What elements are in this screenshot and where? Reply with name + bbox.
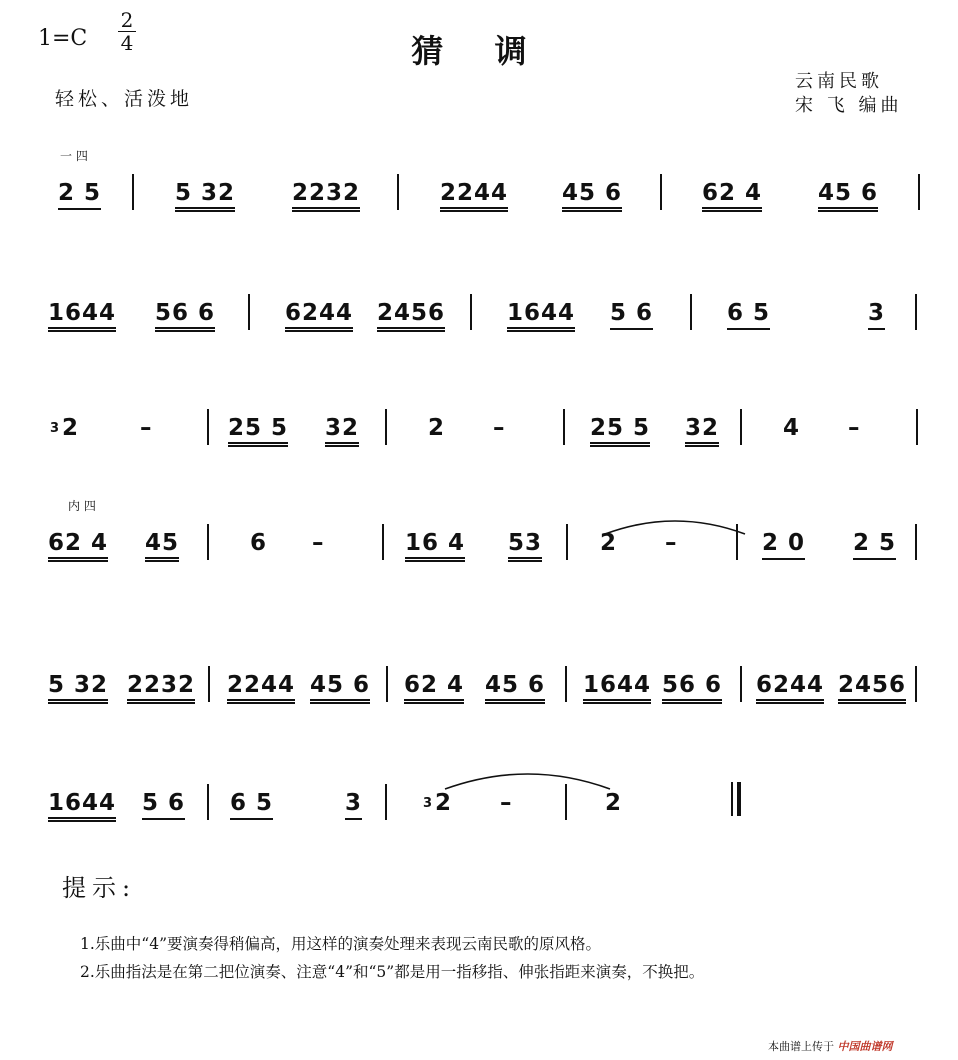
score-token: 1644	[583, 672, 651, 704]
score-token: 45	[145, 530, 179, 562]
score-token: –	[500, 790, 513, 816]
score-token: 2	[62, 415, 80, 441]
score-row-4	[0, 500, 958, 570]
score-token: 45 6	[310, 672, 370, 704]
score-token: 45 6	[485, 672, 545, 704]
score-token: 2 5	[58, 180, 101, 210]
score-row-3	[0, 385, 958, 455]
barline	[566, 524, 568, 560]
barline	[386, 666, 388, 702]
score-token: 25 5	[590, 415, 650, 447]
barline	[563, 409, 565, 445]
time-signature-bottom: 4	[120, 31, 134, 55]
score-token: 1644	[507, 300, 575, 332]
tie-arc	[440, 765, 615, 795]
score-token: –	[140, 415, 153, 441]
page-title: 猜 调	[411, 32, 547, 70]
score-token: 45 6	[562, 180, 622, 212]
fingering-mark: 内 四	[68, 499, 96, 513]
footer-watermark	[768, 1038, 893, 1054]
score-token: –	[848, 415, 861, 441]
barline	[690, 294, 692, 330]
score-token: 2	[435, 790, 453, 816]
origin-label: 云南民歌	[795, 71, 883, 92]
fingering-mark: 一 四	[60, 149, 88, 163]
score-token: 3	[868, 300, 885, 330]
barline	[915, 524, 917, 560]
tie-arc	[600, 512, 750, 542]
hint-note: 2.乐曲指法是在第二把位演奏、注意“4”和“5”都是用一指移指、伸张指距来演奏，不换把。	[80, 963, 705, 981]
score-token: –	[665, 530, 678, 556]
footer-text: 本曲谱上传于	[768, 1040, 834, 1053]
score-token: 16 4	[405, 530, 465, 562]
grace-note: 3	[50, 421, 60, 436]
score-token: 1644	[48, 790, 116, 822]
score-token: 2	[605, 790, 623, 816]
tempo-marking: 轻松、活泼地	[55, 88, 194, 110]
score-token: 6 5	[727, 300, 770, 330]
score-token: 32	[325, 415, 359, 447]
score-row-1	[0, 150, 958, 220]
barline	[382, 524, 384, 560]
barline	[740, 666, 742, 702]
hints-heading: 提示:	[62, 874, 137, 902]
score-token: 5 32	[175, 180, 235, 212]
score-token: 62 4	[48, 530, 108, 562]
score-token: 2	[428, 415, 446, 441]
score-token: 62 4	[702, 180, 762, 212]
barline	[207, 784, 209, 820]
score-token: 45 6	[818, 180, 878, 212]
barline	[470, 294, 472, 330]
score-token: 6	[250, 530, 268, 556]
key-signature: 1=C	[38, 26, 88, 51]
score-token: 2244	[440, 180, 508, 212]
time-signature-top: 2	[120, 8, 134, 32]
score-token: 4	[783, 415, 801, 441]
grace-note: 3	[423, 796, 433, 811]
score-token: 3	[345, 790, 362, 820]
barline	[916, 409, 918, 445]
score-token: 2456	[377, 300, 445, 332]
score-token: –	[493, 415, 506, 441]
barline	[385, 409, 387, 445]
barline	[248, 294, 250, 330]
barline	[565, 666, 567, 702]
barline	[915, 294, 917, 330]
barline	[740, 409, 742, 445]
score-token: 5 6	[142, 790, 185, 820]
score-token: 53	[508, 530, 542, 562]
final-barline	[731, 782, 741, 816]
footer-site: 中国曲谱网	[837, 1040, 893, 1053]
barline	[915, 666, 917, 702]
score-token: 62 4	[404, 672, 464, 704]
barline	[660, 174, 662, 210]
score-token: 2456	[838, 672, 906, 704]
barline	[207, 409, 209, 445]
score-token: 25 5	[228, 415, 288, 447]
score-token: –	[312, 530, 325, 556]
barline	[397, 174, 399, 210]
score-token: 2 0	[762, 530, 805, 560]
score-token: 1644	[48, 300, 116, 332]
score-token: 5 6	[610, 300, 653, 330]
barline	[208, 666, 210, 702]
credits	[795, 70, 902, 118]
score-row-2	[0, 270, 958, 340]
score-token: 56 6	[662, 672, 722, 704]
score-token: 2232	[127, 672, 195, 704]
score-token: 32	[685, 415, 719, 447]
score-row-5	[0, 642, 958, 712]
barline	[385, 784, 387, 820]
score-token: 2244	[227, 672, 295, 704]
score-token: 6244	[756, 672, 824, 704]
barline	[132, 174, 134, 210]
score-token: 2232	[292, 180, 360, 212]
score-token: 56 6	[155, 300, 215, 332]
arranger-label: 宋 飞 编曲	[795, 95, 903, 116]
score-token: 5 32	[48, 672, 108, 704]
score-token: 2 5	[853, 530, 896, 560]
barline	[207, 524, 209, 560]
score-token: 2	[600, 530, 618, 556]
score-token: 6 5	[230, 790, 273, 820]
score-token: 6244	[285, 300, 353, 332]
hint-note: 1.乐曲中“4”要演奏得稍偏高，用这样的演奏处理来表现云南民歌的原风格。	[80, 935, 602, 953]
barline	[918, 174, 920, 210]
